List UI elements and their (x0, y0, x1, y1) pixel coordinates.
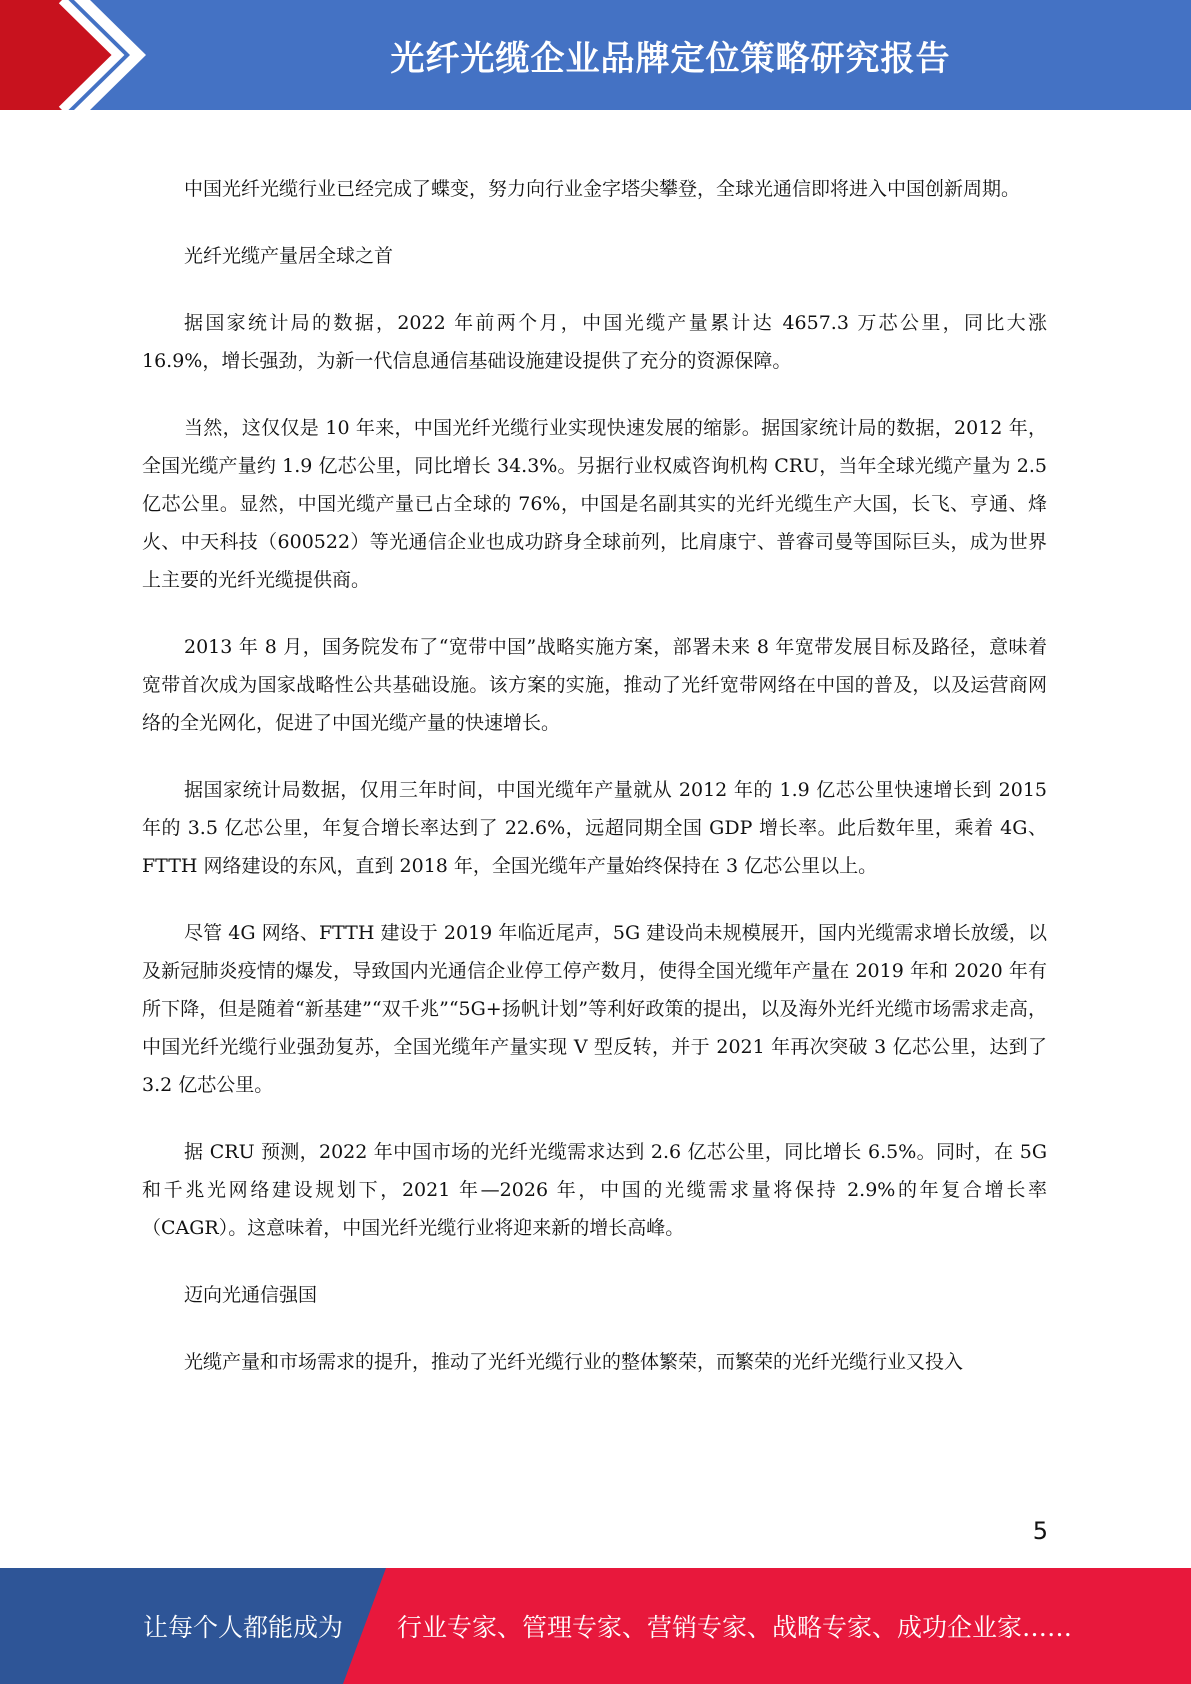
paragraph-intro: 中国光纤光缆行业已经完成了蝶变，努力向行业金字塔尖攀登，全球光通信即将进入中国创新周期。 (184, 178, 1021, 200)
paragraph-recovery: 尽管 4G 网络、FTTH 建设于 2019 年临近尾声，5G 建设尚未规模展开，国内光缆需求增长放缓，以及新冠肺炎疫情的爆发，导致国内光通信企业停工停产数月，使得全国光缆年产量在 2019 年和 2020 年有所下降，但是随着“新基建”“双千兆”“5G+扬帆计划”等利好政策的提出，以及海外光纤光缆市场需求走高，中国光纤光缆行业强劲复苏，全国光缆年产量实现 V 型反转，并于 2021 年再次突破 3 亿芯公里，达到了 3.2 亿芯公里。 (142, 922, 1047, 1096)
page-number: 5 (1032, 1517, 1048, 1545)
page-footer (0, 1568, 1191, 1684)
paragraph-growth-2015: 据国家统计局数据，仅用三年时间，中国光缆年产量就从 2012 年的 1.9 亿芯公里快速增长到 2015 年的 3.5 亿芯公里，年复合增长率达到了 22.6%，远超同期全国 GDP 增长率。此后数年里，乘着 4G、FTTH 网络建设的东风，直到 2018 年，全国光缆年产量始终保持在 3 亿芯公里以上。 (142, 779, 1047, 877)
document-body (142, 170, 1047, 1410)
section-heading-strong-nation: 迈向光通信强国 (184, 1284, 318, 1306)
section-heading-output: 光纤光缆产量居全球之首 (184, 245, 394, 267)
page-header (0, 0, 1191, 110)
paragraph-cru-forecast: 据 CRU 预测，2022 年中国市场的光纤光缆需求达到 2.6 亿芯公里，同比增长 6.5%。同时，在 5G 和千兆光网络建设规划下，2021 年—2026 年，中国的光缆需求量将保持 2.9%的年复合增长率（CAGR）。这意味着，中国光纤光缆行业将迎来新的增长高峰。 (142, 1141, 1047, 1239)
report-title: 光纤光缆企业品牌定位策略研究报告 (390, 38, 951, 79)
footer-slogan-left: 让每个人都能成为 (143, 1613, 344, 1642)
header-arrow-decoration (0, 0, 160, 110)
paragraph-2022-output: 据国家统计局的数据，2022 年前两个月，中国光缆产量累计达 4657.3 万芯公里，同比大涨 16.9%，增长强劲，为新一代信息通信基础设施建设提供了充分的资源保障。 (142, 312, 1047, 372)
paragraph-ten-years: 当然，这仅仅是 10 年来，中国光纤光缆行业实现快速发展的缩影。据国家统计局的数据，2012 年，全国光缆产量约 1.9 亿芯公里，同比增长 34.3%。另据行业权威咨询机构 CRU，当年全球光缆产量为 2.5 亿芯公里。显然，中国光缆产量已占全球的 76%，中国是名副其实的光纤光缆生产大国，长飞、亨通、烽火、中天科技（600522）等光通信企业也成功跻身全球前列，比肩康宁、普睿司曼等国际巨头，成为世界上主要的光纤光缆提供商。 (142, 417, 1047, 591)
footer-slogan-right: 行业专家、管理专家、营销专家、战略专家、成功企业家…… (397, 1613, 1073, 1642)
paragraph-broadband-china: 2013 年 8 月，国务院发布了“宽带中国”战略实施方案，部署未来 8 年宽带发展目标及路径，意味着宽带首次成为国家战略性公共基础设施。该方案的实施，推动了光纤宽带网络在中国的普及，以及运营商网络的全光网化，促进了中国光缆产量的快速增长。 (142, 636, 1047, 734)
paragraph-prosperity: 光缆产量和市场需求的提升，推动了光纤光缆行业的整体繁荣，而繁荣的光纤光缆行业又投入 (184, 1351, 964, 1373)
